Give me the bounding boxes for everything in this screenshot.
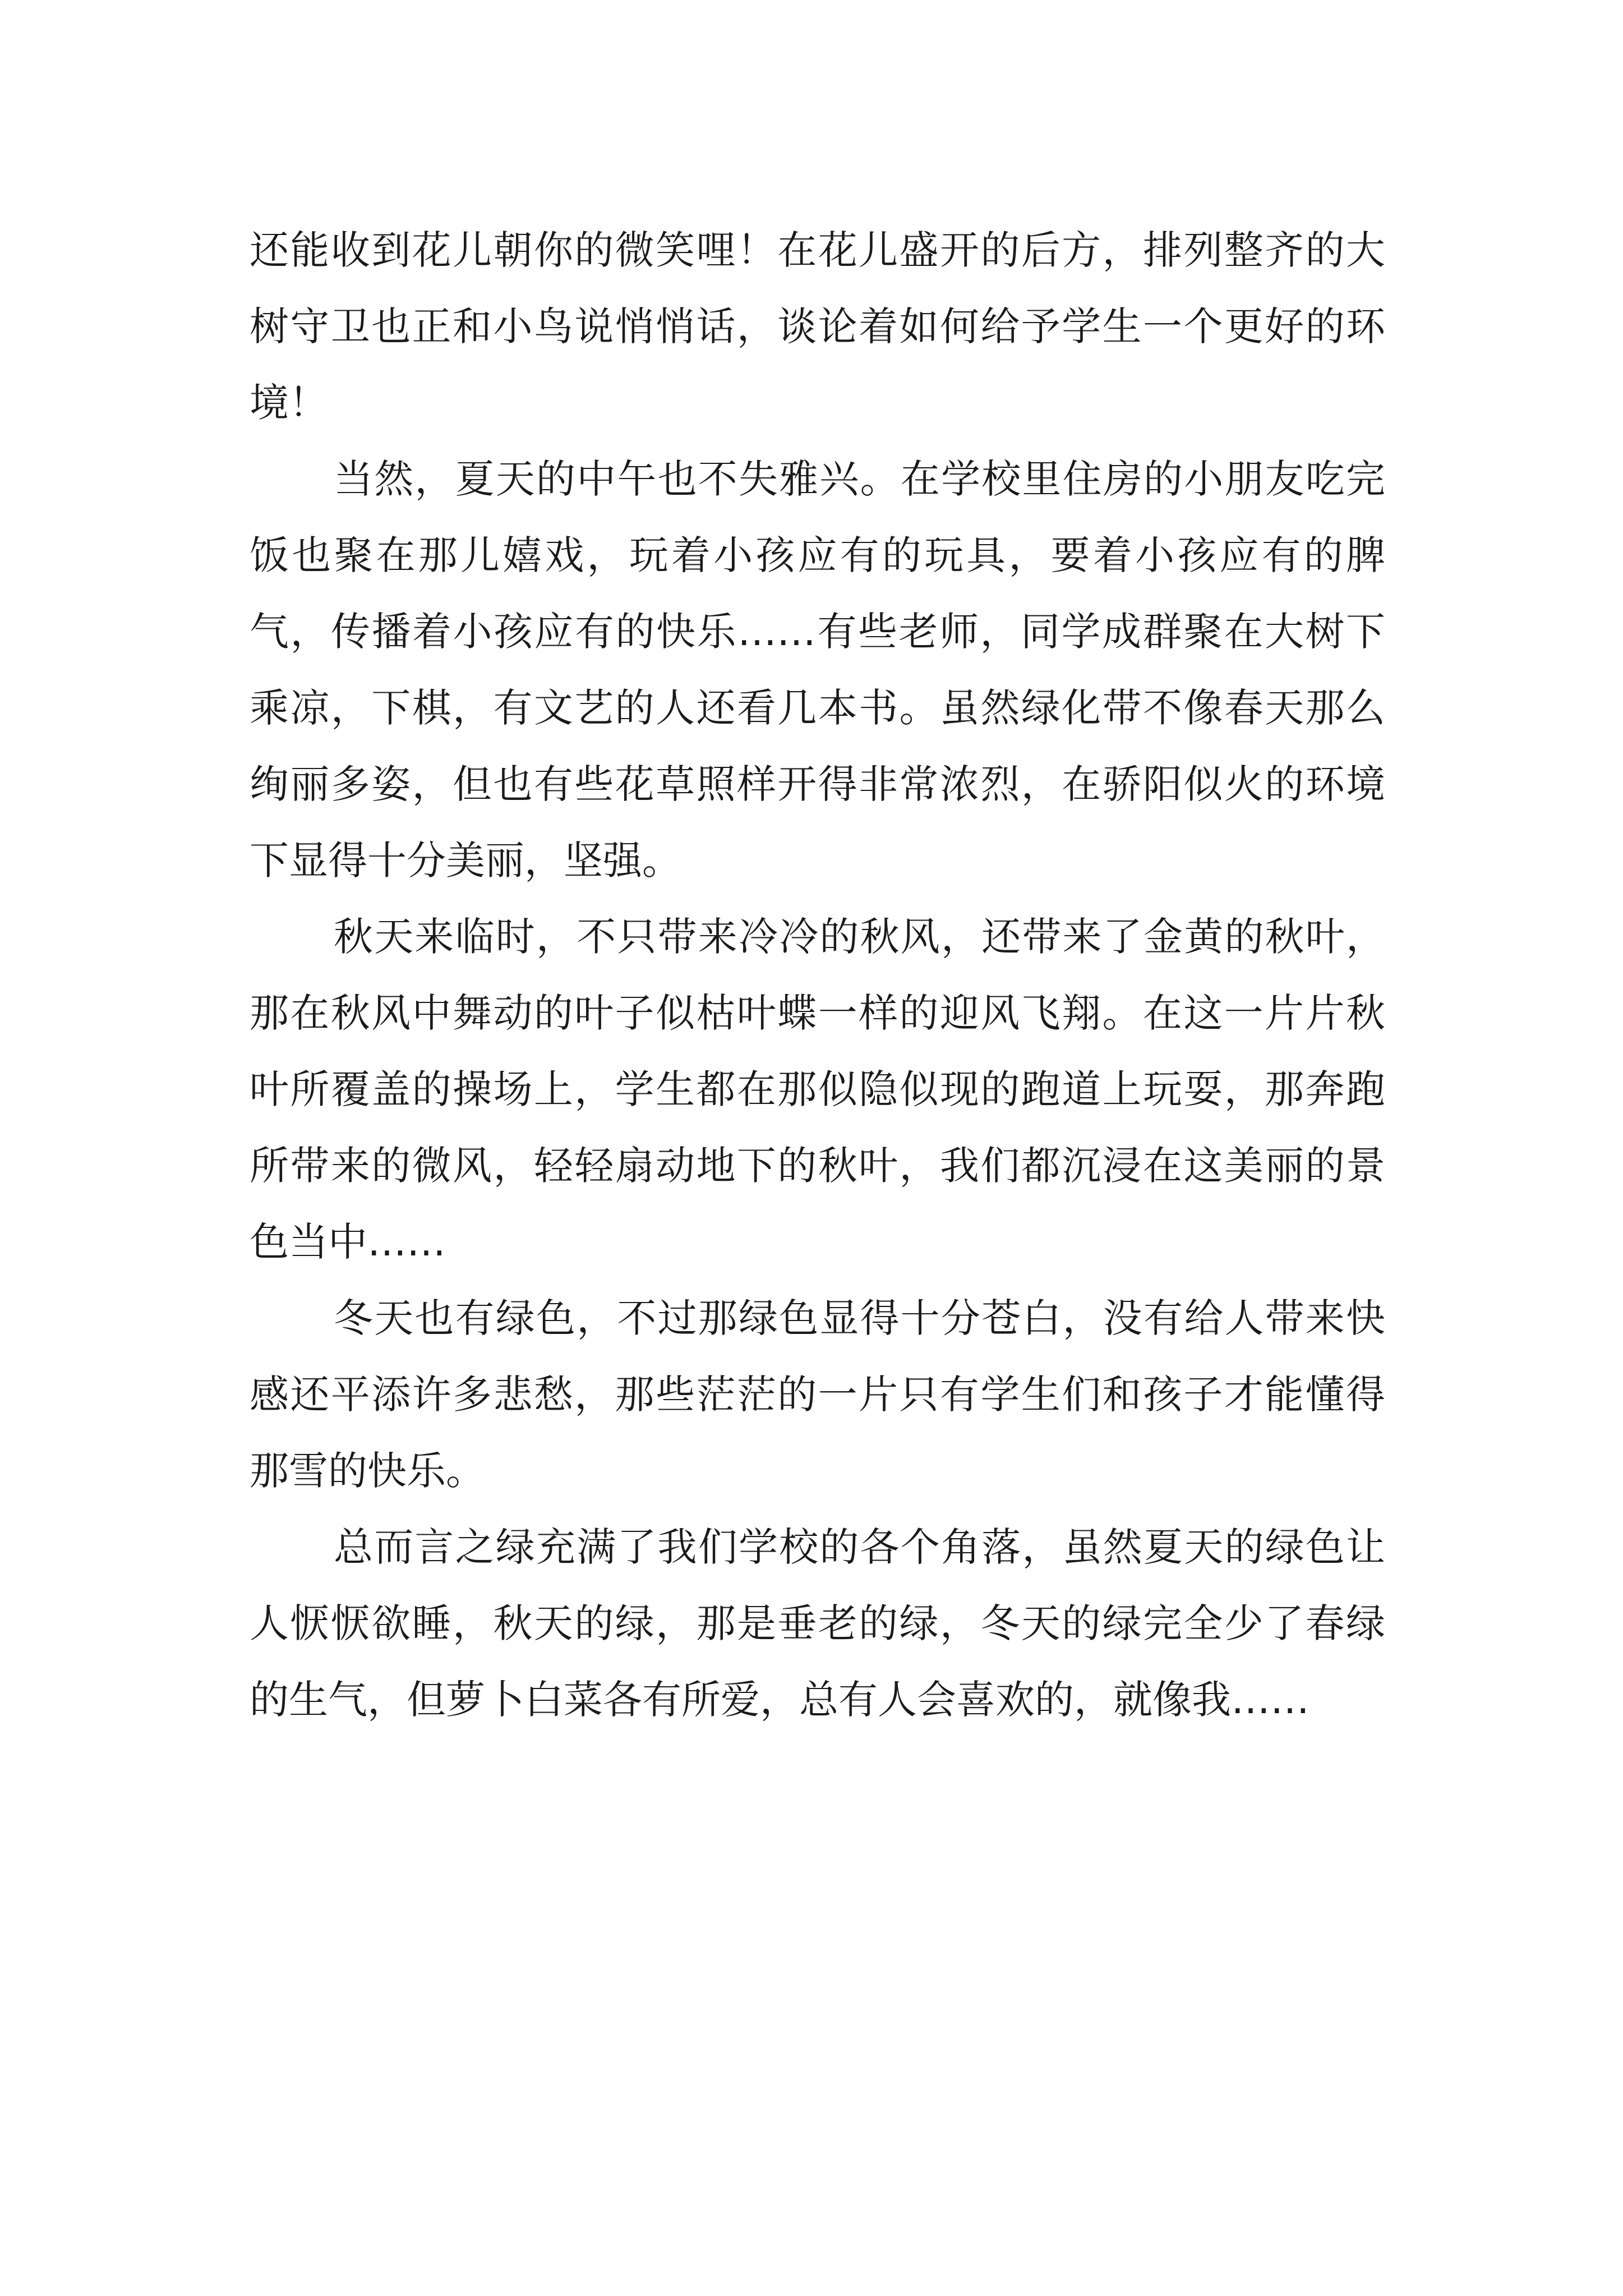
paragraph-3: 秋天来临时，不只带来冷冷的秋风，还带来了金黄的秋叶，那在秋风中舞动的叶子似枯叶蝶一样的迎风飞翔。在这一片片秋叶所覆盖的操场上，学生都在那似隐似现的跑道上玩耍，那奔跑所带来的微风，轻轻扇动地下的秋叶，我们都沉浸在这美丽的景色当中…… — [250, 914, 1385, 1265]
paragraph-4: 冬天也有绿色，不过那绿色显得十分苍白，没有给人带来快感还平添许多悲愁，那些茫茫的一片只有学生们和孩子才能懂得那雪的快乐。 — [250, 1295, 1385, 1494]
paragraph-5: 总而言之绿充满了我们学校的各个角落，虽然夏天的绿色让人恹恹欲睡，秋天的绿，那是垂老的绿，冬天的绿完全少了春绿的生气，但萝卜白菜各有所爱，总有人会喜欢的，就像我…… — [250, 1524, 1385, 1723]
paragraph-2: 当然，夏天的中午也不失雅兴。在学校里住房的小朋友吃完饭也聚在那儿嬉戏，玩着小孩应有的玩具，要着小孩应有的脾气，传播着小孩应有的快乐……有些老师，同学成群聚在大树下乘凉，下棋，有文艺的人还看几本书。虽然绿化带不像春天那么绚丽多姿，但也有些花草照样开得非常浓烈，在骄阳似火的环境下显得十分美丽，坚强。 — [250, 456, 1385, 884]
essay-body — [250, 212, 1385, 1738]
paragraph-1: 还能收到花儿朝你的微笑哩！在花儿盛开的后方，排列整齐的大树守卫也正和小鸟说悄悄话，谈论着如何给予学生一个更好的环境！ — [250, 227, 1385, 426]
